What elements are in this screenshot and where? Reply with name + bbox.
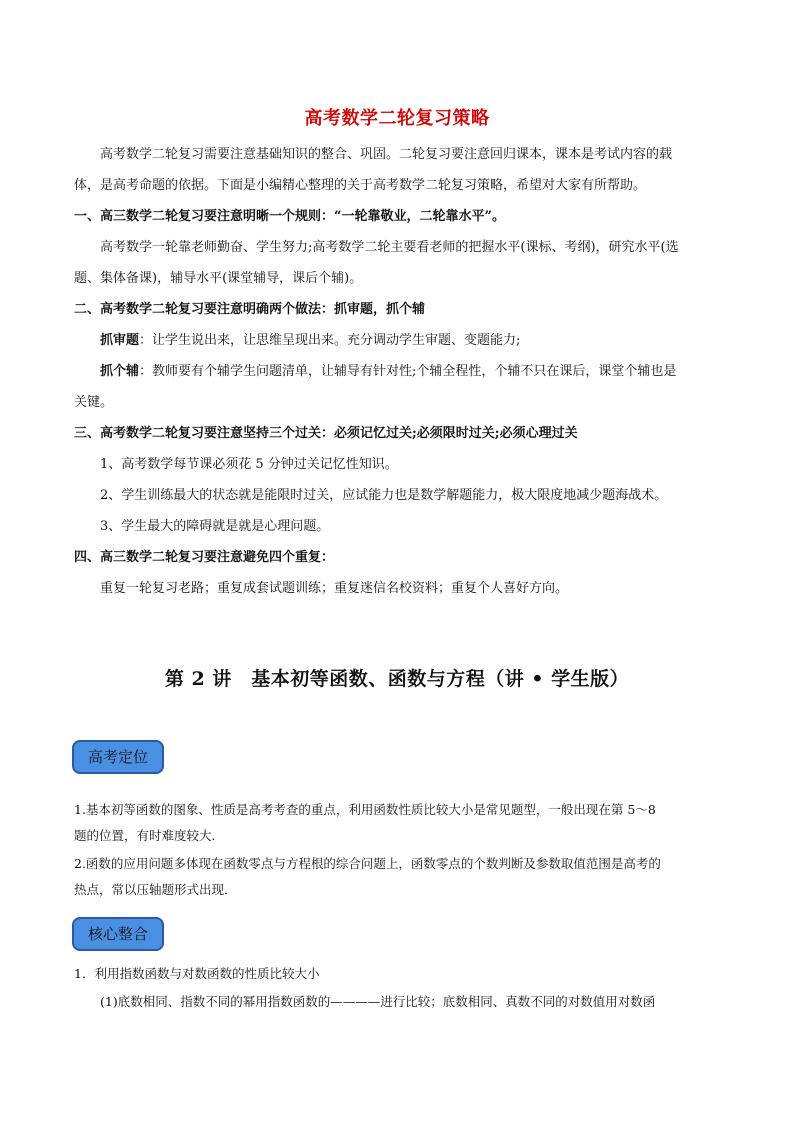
lecture-title: 第 2 讲 基本初等函数、函数与方程（讲 • 学生版） bbox=[164, 668, 630, 690]
section-3-heading: 三、高考数学二轮复习要注意坚持三个过关：必须记忆过关;必须限时过关;必须心理过关 bbox=[74, 426, 578, 441]
section-2-point-2 bbox=[100, 363, 676, 381]
section-2-point-2-continued: 关键。 bbox=[74, 395, 114, 410]
section-3-item: 1、高考数学每节课必须花 5 分钟过关记忆性知识。 bbox=[100, 457, 398, 472]
positioning-2-line-2: 热点，常以压轴题形式出现． bbox=[74, 882, 237, 897]
section-1-heading: 一、高三数学二轮复习要注意明晰一个规则：“一轮靠敬业，二轮靠水平”。 bbox=[74, 209, 505, 224]
section-3-item: 2、学生训练最大的状态就是能限时过关，应试能力也是数学解题能力，极大限度地减少题海战术。 bbox=[100, 488, 668, 503]
core-item-1-sub: (1)底数相同、指数不同的幂用指数函数的————进行比较；底数相同、真数不同的对数值用对数函 bbox=[100, 994, 656, 1009]
section-2-heading: 二、高考数学二轮复习要注意明确两个做法：抓审题，抓个辅 bbox=[74, 302, 426, 317]
section-tag-positioning: 高考定位 bbox=[72, 740, 164, 774]
section-4-heading: 四、高三数学二轮复习要注意避免四个重复： bbox=[74, 550, 335, 565]
section-1-body-line-1: 高考数学一轮靠老师勤奋、学生努力;高考数学二轮主要看老师的把握水平(课标、考纲)，研究水平(选 bbox=[100, 240, 679, 255]
core-item-1: 1．利用指数函数与对数函数的性质比较大小 bbox=[74, 966, 320, 981]
point-label: 抓个辅 bbox=[100, 364, 140, 379]
document-title: 高考数学二轮复习策略 bbox=[304, 108, 490, 129]
point-label: 抓审题 bbox=[100, 333, 140, 348]
section-2-point-1 bbox=[100, 332, 520, 350]
section-tag-core: 核心整合 bbox=[72, 917, 164, 951]
section-4-body: 重复一轮复习老路；重复成套试题训练；重复迷信名校资料；重复个人喜好方向。 bbox=[100, 581, 569, 596]
section-1-body-line-2: 题、集体备课)，辅导水平(课堂辅导，课后个辅)。 bbox=[74, 271, 363, 286]
intro-line-1: 高考数学二轮复习需要注意基础知识的整合、巩固。二轮复习要注意回归课本，课本是考试内容的载 bbox=[100, 147, 673, 162]
point-text: ：教师要有个辅学生问题清单，让辅导有针对性;个辅全程性，个辅不只在课后，课堂个辅也是 bbox=[139, 364, 677, 379]
intro-line-2: 体，是高考命题的依据。下面是小编精心整理的关于高考数学二轮复习策略，希望对大家有所帮助。 bbox=[74, 178, 647, 193]
positioning-1-line-2: 题的位置，有时难度较大． bbox=[74, 828, 225, 843]
positioning-1-line-1: 1.基本初等函数的图象、性质是高考考查的重点，利用函数性质比较大小是常见题型，一般出现在第 5～8 bbox=[74, 802, 656, 817]
point-text: ：让学生说出来，让思维呈现出来。充分调动学生审题、变题能力; bbox=[139, 333, 521, 348]
positioning-2-line-1: 2.函数的应用问题多体现在函数零点与方程根的综合问题上，函数零点的个数判断及参数取值范围是高考的 bbox=[74, 856, 661, 871]
section-3-item: 3、学生最大的障碍就是就是心理问题。 bbox=[100, 519, 330, 534]
